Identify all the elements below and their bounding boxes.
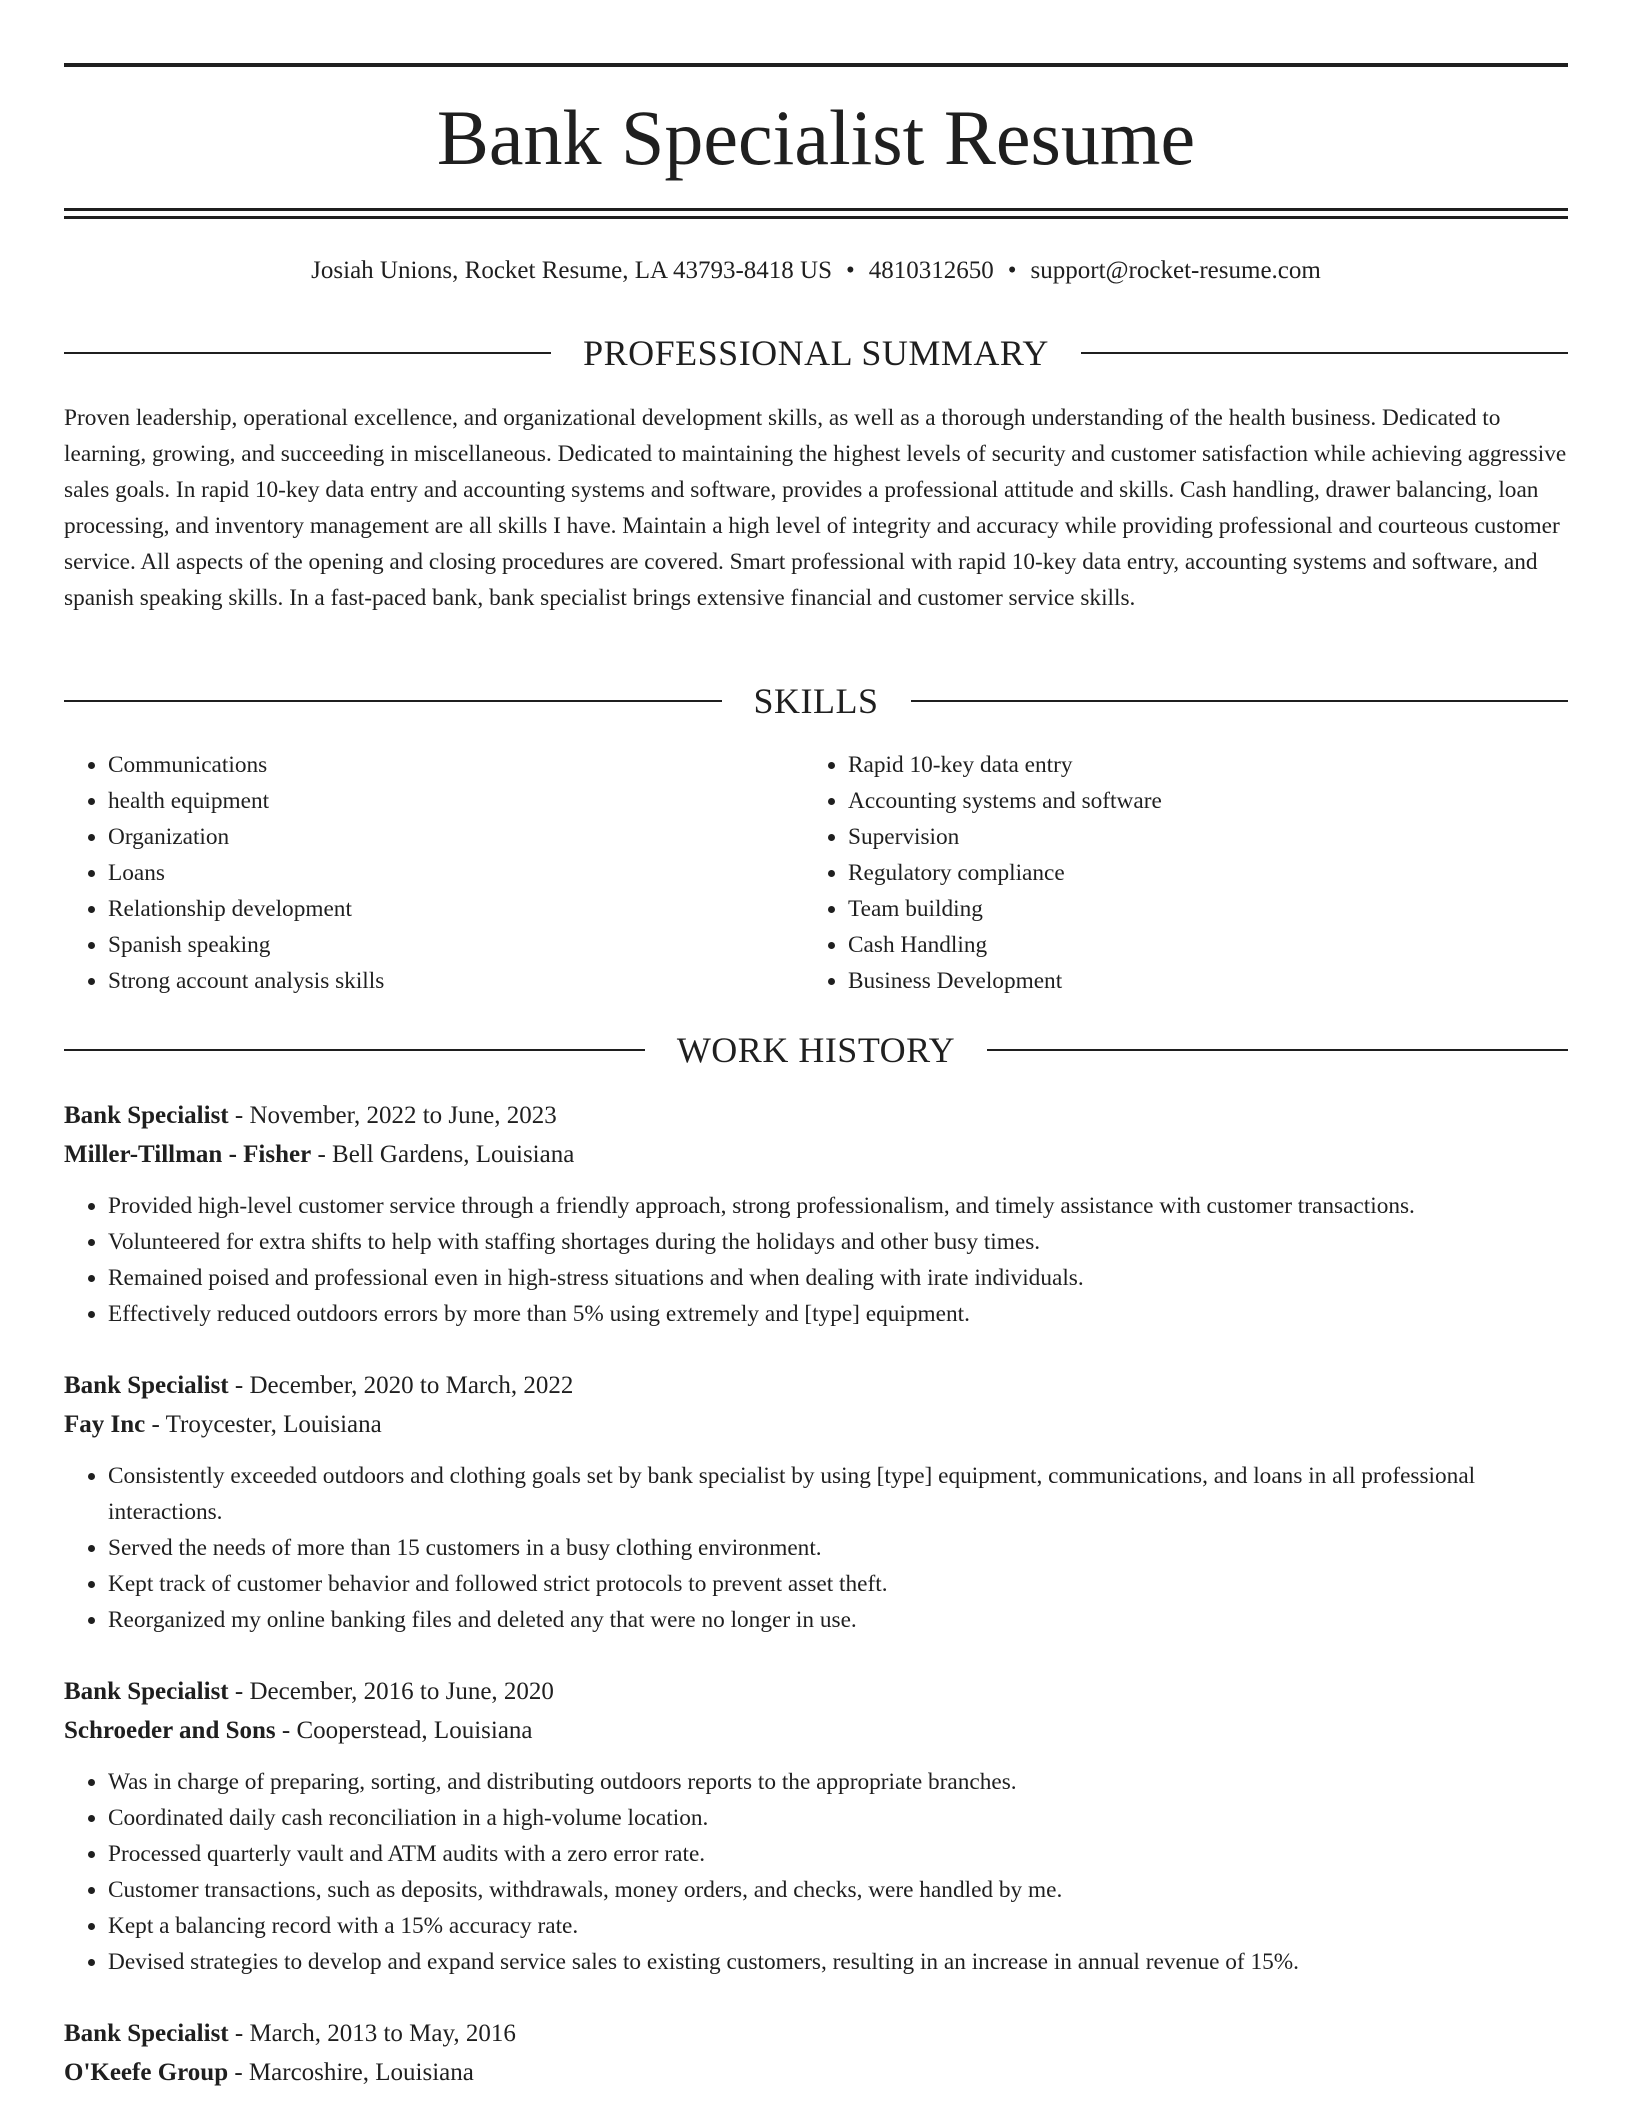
skill-item: • Rapid 10-key data entry bbox=[848, 747, 1548, 783]
skill-item: • Business Development bbox=[848, 963, 1548, 999]
skill-item: • Communications bbox=[108, 747, 806, 783]
job-bullet: • Customer transactions, such as deposits, withdrawals, money orders, and checks, were handled by me. bbox=[108, 1872, 1568, 1908]
heading-rule-left bbox=[64, 352, 551, 354]
job-bullet: • Remained poised and professional even in high-stress situations and when dealing with irate individuals. bbox=[108, 1260, 1568, 1296]
job-company: Schroeder and Sons bbox=[64, 1717, 276, 1744]
job-dates: - November, 2022 to June, 2023 bbox=[228, 1102, 557, 1129]
summary-heading-label: PROFESSIONAL SUMMARY bbox=[583, 333, 1049, 373]
job-bullet: • Served the needs of more than 15 customers in a busy clothing environment. bbox=[108, 1530, 1568, 1566]
job-bullet: • Was in charge of preparing, sorting, and distributing outdoors reports to the appropriate branches. bbox=[108, 1764, 1568, 1800]
skill-item: • Regulatory compliance bbox=[848, 855, 1548, 891]
skill-item: • Supervision bbox=[848, 819, 1548, 855]
job-company-line bbox=[64, 1135, 1568, 1174]
job-title: Bank Specialist bbox=[64, 1372, 229, 1399]
work-history-section-heading bbox=[64, 1027, 1568, 1073]
job-company: O'Keefe Group bbox=[64, 2059, 229, 2086]
skills-heading-label: SKILLS bbox=[753, 681, 879, 721]
skills-list bbox=[64, 747, 1568, 999]
skills-column-left bbox=[64, 747, 806, 999]
skill-item: • health equipment bbox=[108, 783, 806, 819]
job-company: Miller-Tillman - Fisher bbox=[64, 1141, 312, 1168]
job-dates: - December, 2020 to March, 2022 bbox=[228, 1372, 574, 1399]
skill-item: • Accounting systems and software bbox=[848, 783, 1548, 819]
job-role-line bbox=[64, 2014, 1568, 2053]
job-bullet: • Provided high-level customer service through a friendly approach, strong professionalism, and timely assistance with customer transactions. bbox=[108, 1188, 1568, 1224]
job-title: Bank Specialist bbox=[64, 1678, 229, 1705]
heading-rule-right bbox=[987, 1049, 1568, 1051]
job-location: - Troycester, Louisiana bbox=[145, 1411, 382, 1438]
job-location: - Cooperstead, Louisiana bbox=[275, 1717, 533, 1744]
header-double-rule-upper bbox=[64, 208, 1568, 211]
job-bullet: • Consistently exceeded outdoors and clothing goals set by bank specialist by using [type] equipment, communications, and loans in all professional interactions. bbox=[108, 1458, 1568, 1530]
job-dates: - December, 2016 to June, 2020 bbox=[228, 1678, 554, 1705]
job-bullet: • Kept track of customer behavior and followed strict protocols to prevent asset theft. bbox=[108, 1566, 1568, 1602]
skills-column-right bbox=[806, 747, 1548, 999]
job-location: - Marcoshire, Louisiana bbox=[228, 2059, 474, 2086]
contact-separator: • bbox=[846, 257, 855, 284]
job-bullets bbox=[64, 1458, 1568, 1638]
job-title: Bank Specialist bbox=[64, 1102, 229, 1129]
job-company-line bbox=[64, 1405, 1568, 1444]
heading-rule-right bbox=[1081, 352, 1568, 354]
skills-section-heading bbox=[64, 678, 1568, 724]
header-double-rule-lower bbox=[64, 216, 1568, 219]
job-bullet: • Kept a balancing record with a 15% accuracy rate. bbox=[108, 1908, 1568, 1944]
header-top-rule bbox=[64, 63, 1568, 67]
skill-item: • Team building bbox=[848, 891, 1548, 927]
skill-item: • Relationship development bbox=[108, 891, 806, 927]
job-role-line bbox=[64, 1366, 1568, 1405]
job-location: - Bell Gardens, Louisiana bbox=[311, 1141, 575, 1168]
resume-title: Bank Specialist Resume bbox=[436, 94, 1196, 181]
job-title: Bank Specialist bbox=[64, 2020, 229, 2047]
job-dates: - March, 2013 to May, 2016 bbox=[228, 2020, 516, 2047]
professional-summary-text: Proven leadership, operational excellence, and organizational development skills, as well as a thorough understanding of the health business. Dedicated to learning, growing, and succeeding in miscellaneous. Dedicated to maintaining the highest levels of security and customer satisfaction while achieving aggressive sales goals. In rapid 10-key data entry and accounting systems and software, provides a professional attitude and skills. Cash handling, drawer balancing, loan processing, and inventory management are all skills I have. Maintain a high level of integrity and accuracy while providing professional and courteous customer service. All aspects of the opening and closing procedures are covered. Smart professional with rapid 10-key data entry, accounting systems and software, and spanish speaking skills. In a fast-paced bank, bank specialist brings extensive financial and customer service skills. bbox=[64, 405, 1567, 611]
job-bullet: • Devised strategies to develop and expand service sales to existing customers, resulting in an increase in annual revenue of 15%. bbox=[108, 1944, 1568, 1980]
job-company-line bbox=[64, 1711, 1568, 1750]
heading-rule-left bbox=[64, 700, 722, 702]
job-bullet: • Reorganized my online banking files and deleted any that were no longer in use. bbox=[108, 1602, 1568, 1638]
job-bullet: • Processed quarterly vault and ATM audits with a zero error rate. bbox=[108, 1836, 1568, 1872]
job-bullet: • Coordinated daily cash reconciliation in a high-volume location. bbox=[108, 1800, 1568, 1836]
job-role-line bbox=[64, 1096, 1568, 1135]
work-history-heading-label: WORK HISTORY bbox=[676, 1030, 956, 1070]
contact-address: Josiah Unions, Rocket Resume, LA 43793-8418 US bbox=[311, 257, 832, 284]
skill-item: • Organization bbox=[108, 819, 806, 855]
skill-item: • Cash Handling bbox=[848, 927, 1548, 963]
contact-phone: 4810312650 bbox=[868, 257, 994, 284]
summary-section-heading bbox=[64, 330, 1568, 376]
job-entry bbox=[64, 1096, 1568, 1332]
heading-rule-right bbox=[911, 700, 1569, 702]
skill-item: • Loans bbox=[108, 855, 806, 891]
contact-line bbox=[64, 254, 1568, 288]
job-bullets bbox=[64, 1764, 1568, 1980]
heading-rule-left bbox=[64, 1049, 645, 1051]
job-bullets bbox=[64, 1188, 1568, 1332]
job-role-line bbox=[64, 1672, 1568, 1711]
skill-item: • Spanish speaking bbox=[108, 927, 806, 963]
contact-email[interactable]: support@rocket-resume.com bbox=[1030, 257, 1321, 284]
job-company: Fay Inc bbox=[64, 1411, 146, 1438]
job-entry bbox=[64, 2014, 1568, 2092]
job-entry bbox=[64, 1672, 1568, 1980]
job-bullet: • Effectively reduced outdoors errors by more than 5% using extremely and [type] equipment. bbox=[108, 1296, 1568, 1332]
job-company-line bbox=[64, 2053, 1568, 2092]
job-entry bbox=[64, 1366, 1568, 1638]
job-bullet: • Volunteered for extra shifts to help with staffing shortages during the holidays and other busy times. bbox=[108, 1224, 1568, 1260]
contact-separator: • bbox=[1007, 257, 1017, 284]
skill-item: • Strong account analysis skills bbox=[108, 963, 806, 999]
